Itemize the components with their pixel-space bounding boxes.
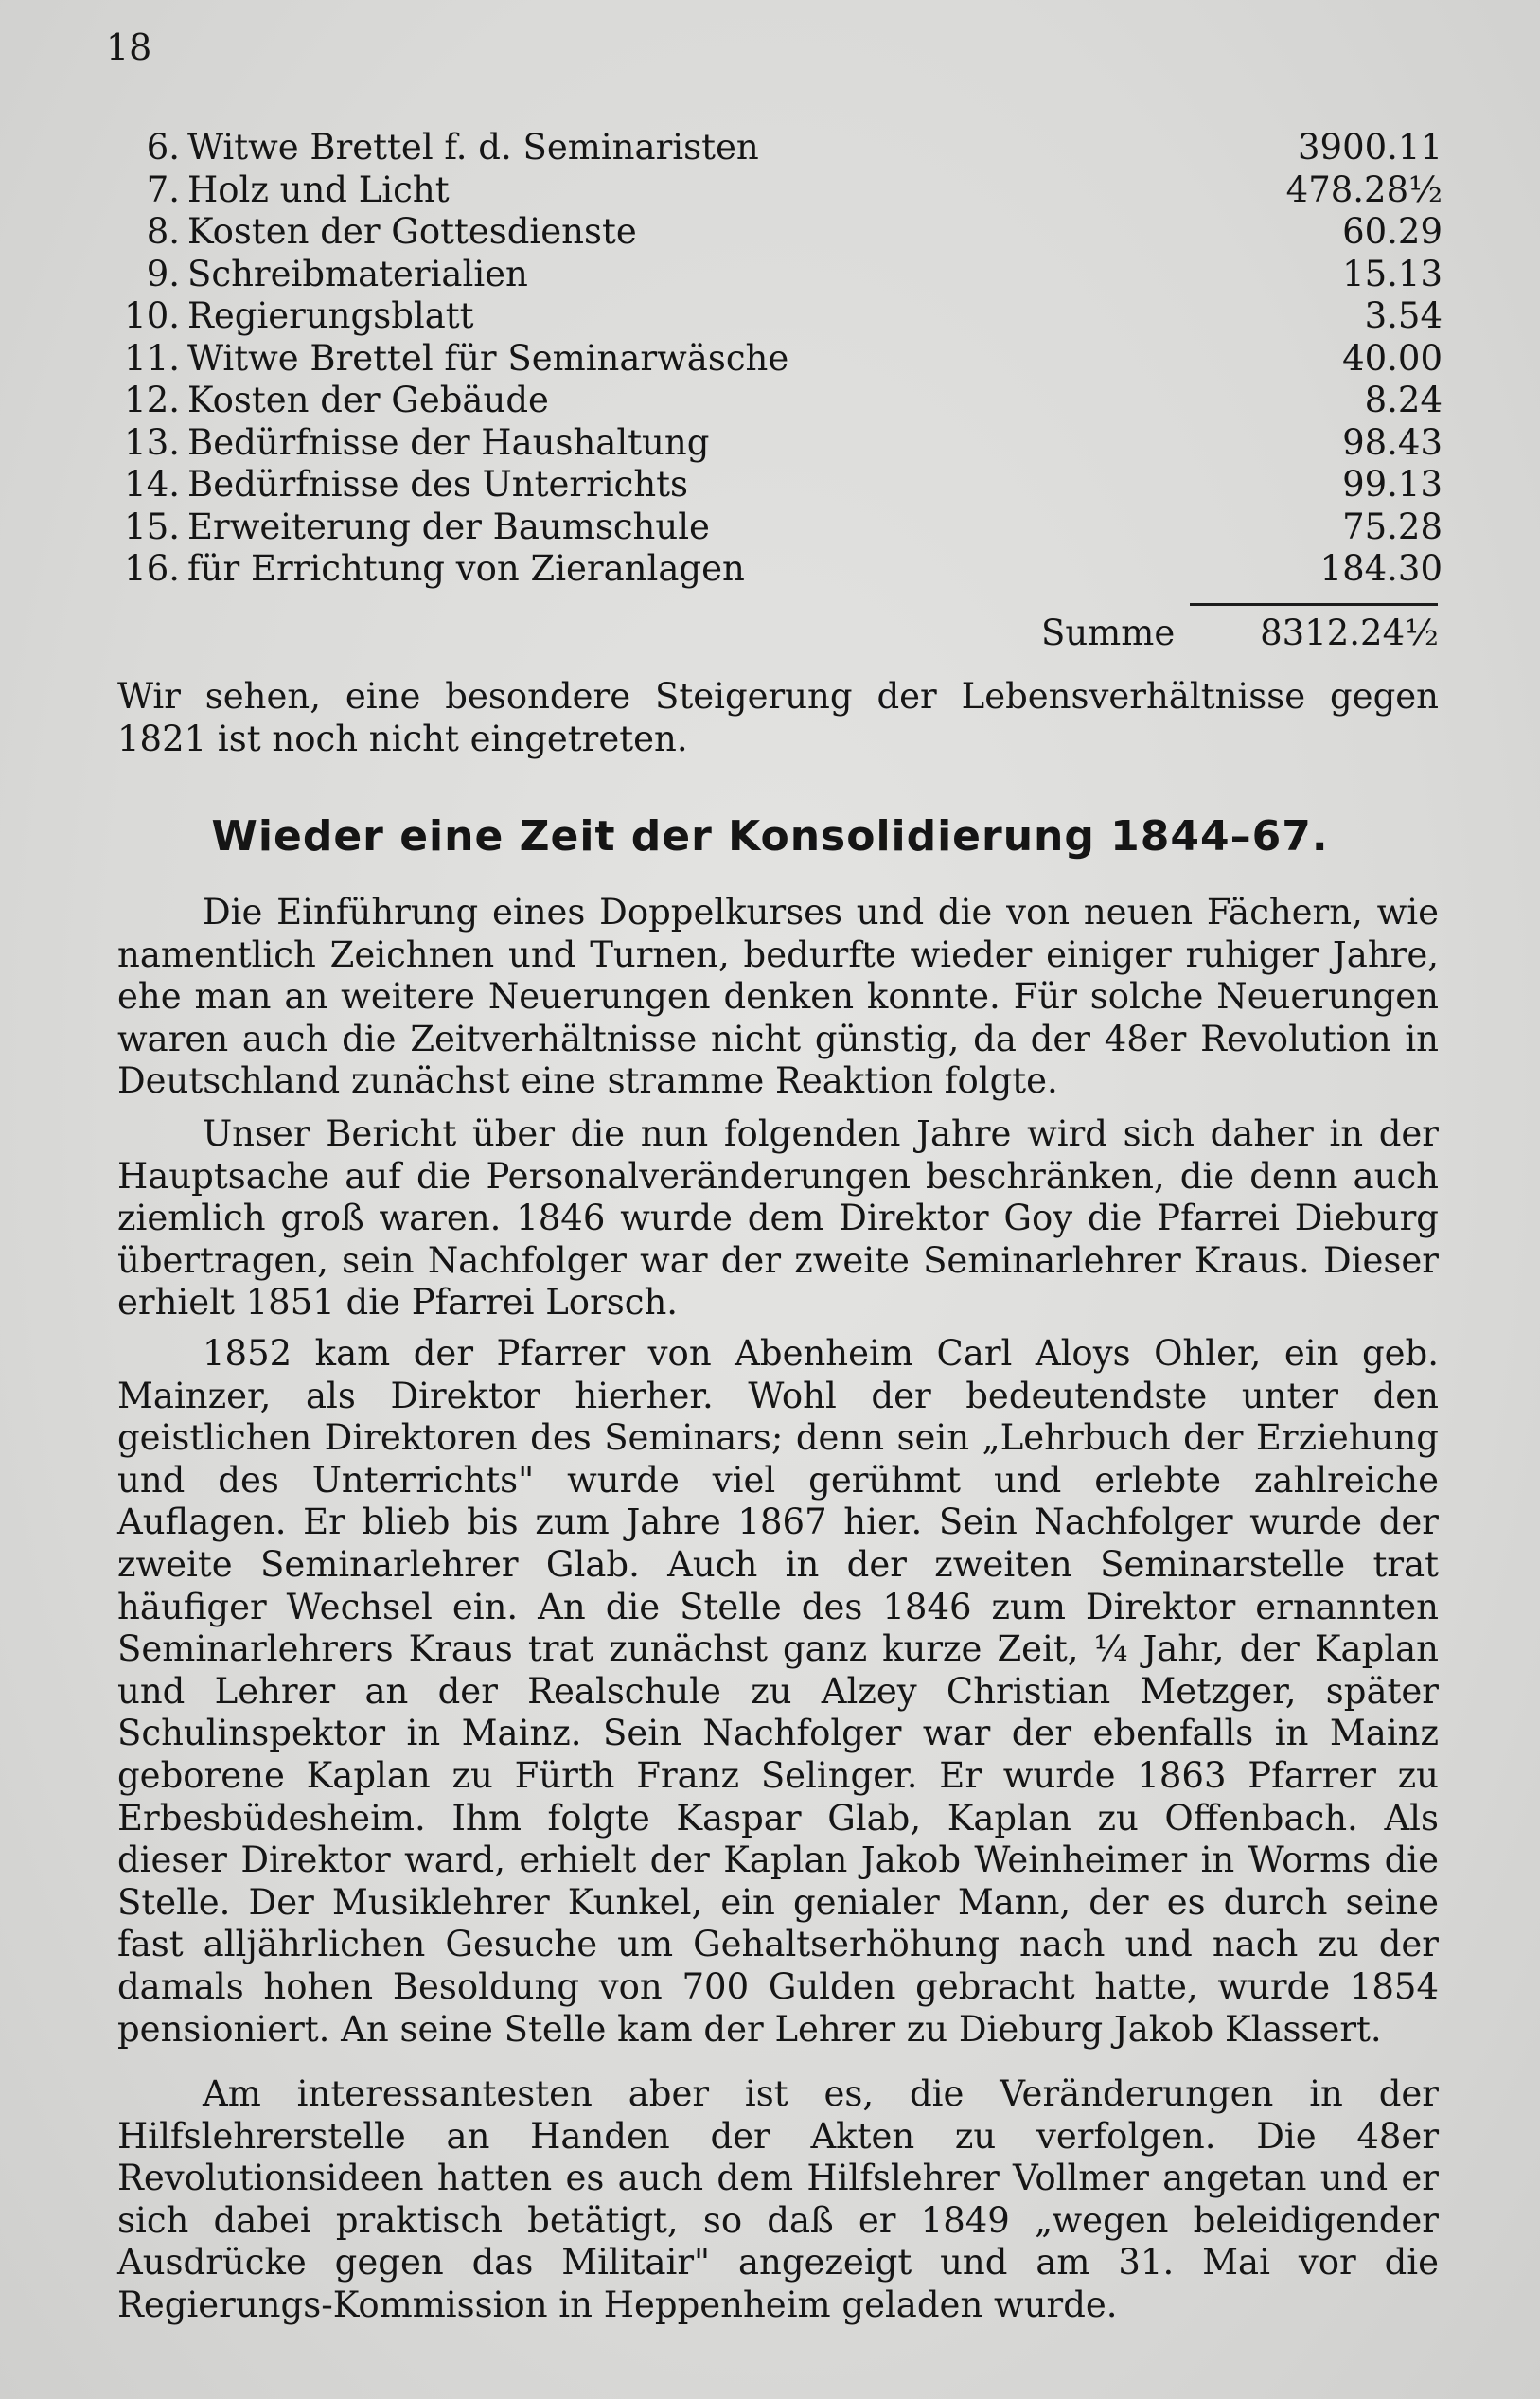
- ledger-num: 7.: [146, 169, 180, 210]
- ledger-label: Holz und Licht: [187, 169, 450, 210]
- ledger-row: [112, 421, 1443, 465]
- paragraph-intro: Wir sehen, eine besondere Steigerung der Lebensverhältnisse gegen 1821 ist noch nicht eingetreten.: [117, 676, 1439, 759]
- ledger-num: 14.: [124, 464, 180, 505]
- ledger-num: 9.: [146, 253, 180, 294]
- ledger-amount: 75.28: [1342, 506, 1443, 547]
- ledger-label: Witwe Brettel f. d. Seminaristen: [187, 127, 759, 168]
- ledger-amount: 60.29: [1342, 211, 1443, 252]
- ledger-row: [112, 127, 1443, 169]
- ledger-row: [112, 380, 1443, 422]
- ledger-num: 8.: [146, 211, 180, 252]
- ledger-amount: 8.24: [1364, 380, 1443, 420]
- ledger-amount: 184.30: [1319, 548, 1443, 589]
- sum-rule: [1190, 603, 1438, 606]
- ledger-row: [112, 337, 1443, 381]
- ledger-row: [112, 464, 1443, 506]
- paragraph: 1852 kam der Pfarrer von Abenheim Carl Aloys Ohler, ein geb. Mainzer, als Direktor hierher. Wohl der bedeutendste unter den geistlichen Direktoren des Seminars; denn sein „Lehrbuch der Erziehung und des Unterrichts" wurde viel gerühmt und erlebte zahlreiche Auflagen. Er blieb bis zum Jahre 1867 hier. Sein Nachfolger wurde der zweite Seminarlehrer Glab. Auch in der zweiten Seminarstelle trat häufiger Wechsel ein. An die Stelle des 1846 zum Direktor ernannten Seminarlehrers Kraus trat zunächst ganz kurze Zeit, ¼ Jahr, der Kaplan und Lehrer an der Realschule zu Alzey Christian Metzger, später Schulinspektor in Mainz. Sein Nachfolger war der ebenfalls in Mainz geborene Kaplan zu Fürth Franz Selinger. Er wurde 1863 Pfarrer zu Erbesbüdesheim. Ihm folgte Kaspar Glab, Kaplan zu Offenbach. Als dieser Direktor ward, erhielt der Kaplan Jakob Weinheimer in Worms die Stelle. Der Musiklehrer Kunkel, ein genialer Mann, der es durch seine fast alljährlichen Gesuche um Gehaltserhöhung nach und nach zu der damals hohen Besoldung von 700 Gulden gebracht hatte, wurde 1854 pensioniert. An seine Stelle kam der Lehrer zu Dieburg Jakob Klassert.: [117, 1333, 1439, 2050]
- ledger-num: 6.: [146, 127, 180, 168]
- ledger-amount: 40.00: [1342, 337, 1443, 379]
- ledger-label: Erweiterung der Baumschule: [187, 506, 710, 547]
- ledger-amount: 3.54: [1364, 295, 1443, 336]
- ledger-row: [112, 295, 1443, 338]
- ledger-amount: 3900.11: [1297, 127, 1443, 168]
- ledger-label: Regierungsblatt: [187, 295, 474, 336]
- ledger-num: 13.: [124, 421, 180, 463]
- ledger-amount: 15.13: [1342, 253, 1443, 294]
- sum-value: 8312.24½: [1260, 613, 1439, 653]
- paragraph: Unser Bericht über die nun folgenden Jahre wird sich daher in der Hauptsache auf die Personalveränderungen beschränken, die denn auch ziemlich groß waren. 1846 wurde dem Direktor Goy die Pfarrei Dieburg übertragen, sein Nachfolger war der zweite Seminarlehrer Kraus. Dieser erhielt 1851 die Pfarrei Lorsch.: [117, 1113, 1439, 1324]
- ledger-num: 10.: [124, 295, 180, 336]
- expense-ledger: [112, 127, 1443, 591]
- ledger-label: Kosten der Gottesdienste: [187, 211, 637, 252]
- ledger-num: 16.: [124, 548, 180, 589]
- ledger-label: für Errichtung von Zieranlagen: [187, 548, 745, 589]
- paragraph: Die Einführung eines Doppelkurses und die von neuen Fächern, wie namentlich Zeichnen und Turnen, bedurfte wieder einiger ruhiger Jahre, ehe man an weitere Neuerungen denken konnte. Für solche Neuerungen waren auch die Zeitverhältnisse nicht günstig, da der 48er Revolution in Deutschland zunächst eine stramme Reaktion folgte.: [117, 892, 1439, 1102]
- ledger-label: Bedürfnisse der Haushaltung: [187, 421, 710, 463]
- ledger-amount: 98.43: [1342, 421, 1443, 463]
- ledger-row: [112, 548, 1443, 591]
- ledger-label: Schreibmaterialien: [187, 253, 528, 294]
- page-number: 18: [106, 27, 152, 68]
- ledger-num: 11.: [124, 337, 180, 379]
- ledger-amount: 99.13: [1342, 464, 1443, 505]
- ledger-label: Kosten der Gebäude: [187, 380, 549, 420]
- ledger-row: [112, 211, 1443, 254]
- ledger-amount: 478.28½: [1285, 169, 1443, 210]
- ledger-label: Bedürfnisse des Unterrichts: [187, 464, 689, 505]
- paragraph: Am interessantesten aber ist es, die Veränderungen in der Hilfslehrerstelle an Handen der Akten zu verfolgen. Die 48er Revolutionsideen hatten es auch dem Hilfslehrer Vollmer angetan und er sich dabei praktisch betätigt, so daß er 1849 „wegen beleidigender Ausdrücke gegen das Militair" angezeigt und am 31. Mai vor die Regierungs-Kommission in Heppenheim geladen wurde.: [117, 2073, 1439, 2325]
- ledger-num: 15.: [124, 506, 180, 547]
- ledger-row: [112, 506, 1443, 549]
- ledger-row: [112, 253, 1443, 296]
- ledger-num: 12.: [124, 380, 180, 420]
- ledger-label: Witwe Brettel für Seminarwäsche: [187, 337, 789, 379]
- ledger-row: [112, 169, 1443, 212]
- section-heading: Wieder eine Zeit der Konsolidierung 1844–67.: [211, 812, 1329, 861]
- sum-label: Summe: [1041, 613, 1176, 653]
